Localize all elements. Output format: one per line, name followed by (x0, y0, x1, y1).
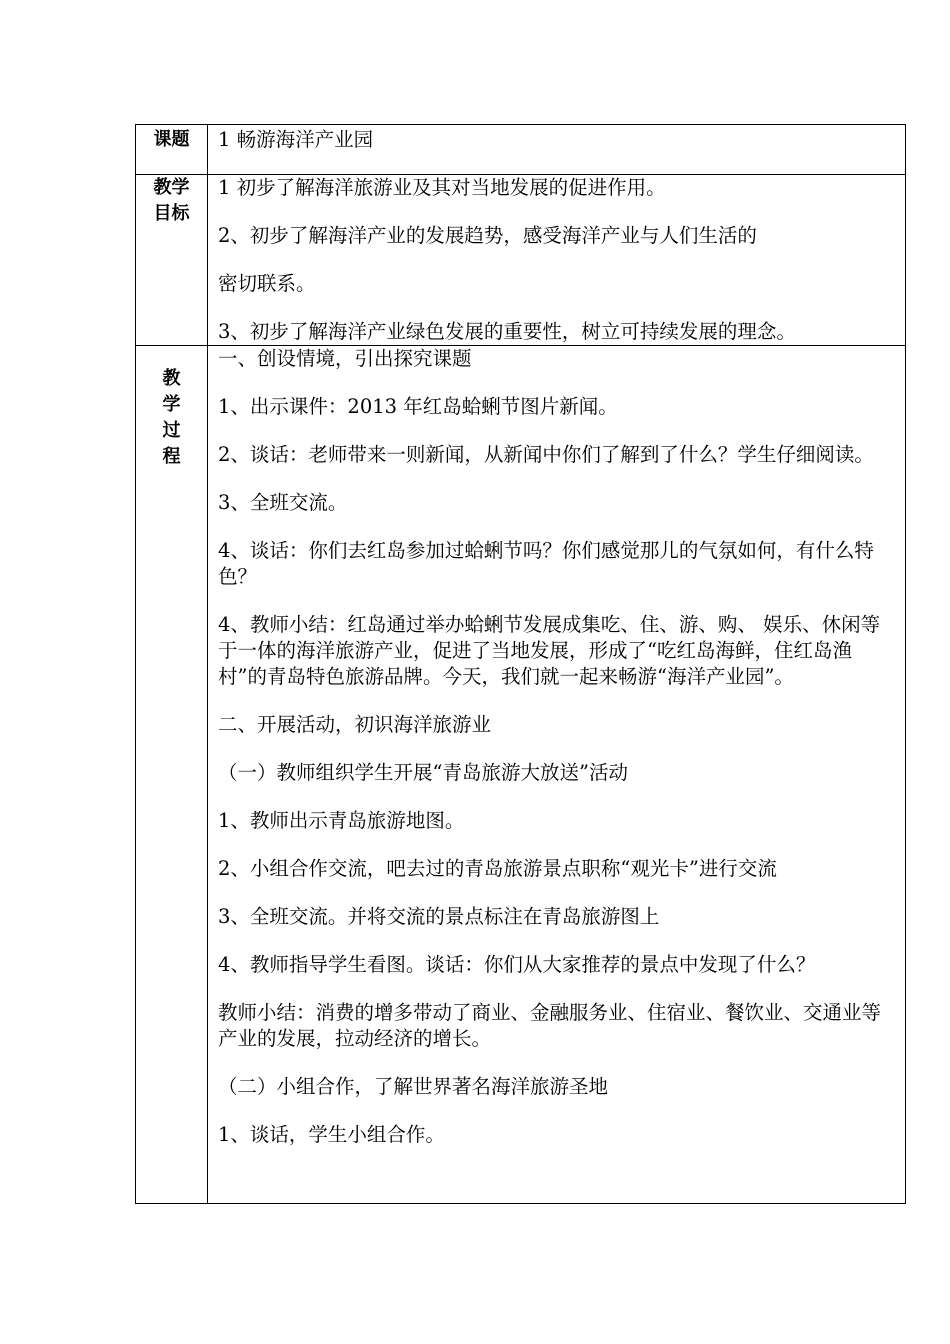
process-item: 1、出示课件：2013 年红岛蛤蜊节图片新闻。 (218, 395, 618, 418)
process-item: 4、教师小结：红岛通过举办蛤蜊节发展成集吃、住、游、购、 娱乐、休闲等于一体的海洋旅游产业，促进了当地发展，形成了“吃红岛海鲜，住红岛渔村”的青岛特色旅游品牌。今天，我们就一起来畅游“海洋产业园”。 (218, 613, 881, 688)
process-item: 2、谈话：老师带来一则新闻，从新闻中你们了解到了什么？学生仔细阅读。 (218, 443, 874, 466)
process-heading: 一、创设情境，引出探究课题 (218, 347, 472, 370)
topic-cell (208, 125, 906, 175)
process-item: 4、谈话：你们去红岛参加过蛤蜊节吗？你们感觉那儿的气氛如何，有什么特色？ (218, 539, 874, 588)
process-item: 1、谈话，学生小组合作。 (218, 1123, 445, 1146)
goals-label-line: 目标 (153, 203, 190, 224)
process-item: 1、教师出示青岛旅游地图。 (218, 809, 465, 832)
goal-item: 3、初步了解海洋产业绿色发展的重要性，树立可持续发展的理念。 (218, 320, 796, 343)
goal-item: 密切联系。 (218, 272, 316, 295)
process-item: 3、全班交流。并将交流的景点标注在青岛旅游图上 (218, 905, 660, 928)
process-item: 2、小组合作交流，吧去过的青岛旅游景点职称“观光卡”进行交流 (218, 857, 777, 880)
process-label (136, 346, 208, 1204)
process-cell (208, 346, 906, 1204)
process-label-char: 教 (162, 368, 181, 389)
process-label-char: 学 (162, 394, 181, 415)
process-label-char: 过 (162, 420, 181, 441)
process-label-char: 程 (162, 446, 181, 467)
process-item: 4、教师指导学生看图。谈话：你们从大家推荐的景点中发现了什么？ (218, 953, 816, 976)
process-heading: 二、开展活动，初识海洋旅游业 (218, 713, 492, 736)
goals-cell (208, 175, 906, 346)
process-row (136, 346, 906, 1204)
goals-label (136, 175, 208, 346)
goals-label-line: 教学 (153, 177, 190, 198)
process-item: 教师小结：消费的增多带动了商业、金融服务业、住宿业、餐饮业、交通业等产业的发展，拉动经济的增长。 (218, 1001, 882, 1050)
topic-row (136, 125, 906, 175)
goal-item: 1 初步了解海洋旅游业及其对当地发展的促进作用。 (218, 176, 666, 199)
topic-label: 课题 (136, 125, 208, 175)
topic-value: 1 畅游海洋产业园 (218, 128, 374, 151)
goals-row (136, 175, 906, 346)
process-subheading: （一）教师组织学生开展“青岛旅游大放送”活动 (218, 761, 628, 784)
lesson-plan-table (135, 124, 906, 1204)
process-subheading: （二）小组合作，了解世界著名海洋旅游圣地 (218, 1075, 609, 1098)
goal-item: 2、初步了解海洋产业的发展趋势，感受海洋产业与人们生活的 (218, 224, 757, 247)
process-item: 3、全班交流。 (218, 491, 348, 514)
